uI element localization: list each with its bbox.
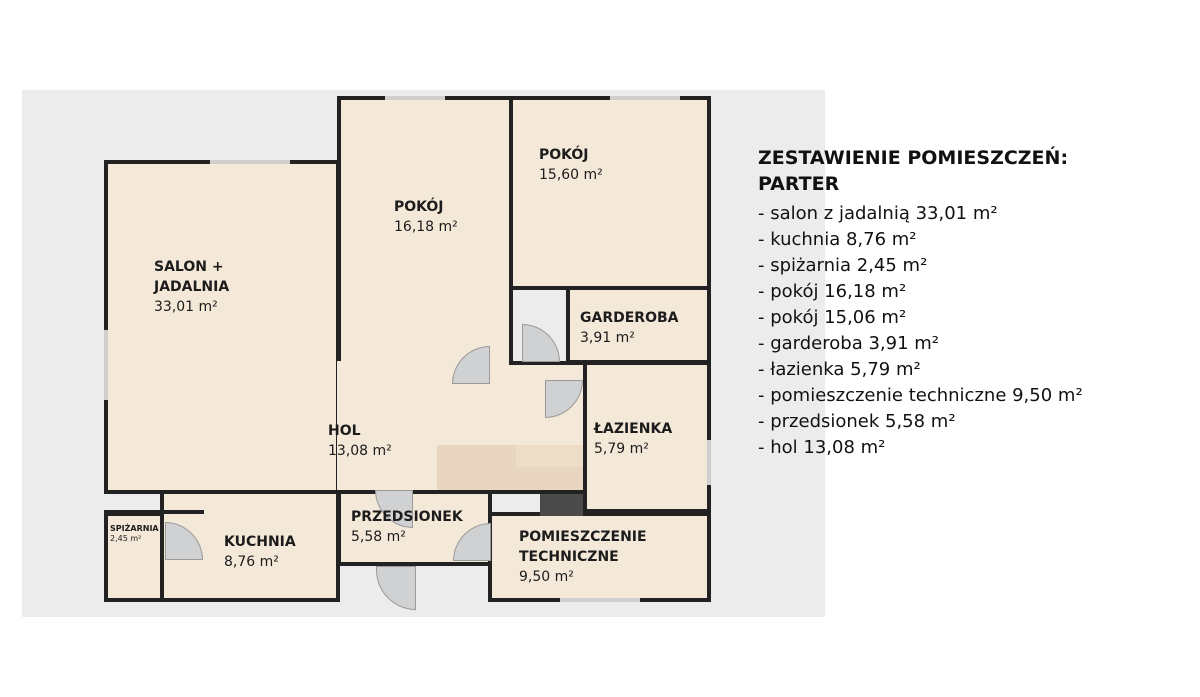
label-garderoba [580,308,678,348]
room-area: 3,91 m² [580,330,635,346]
label-przedsionek [351,507,463,547]
room-name: GARDEROBA [580,310,679,326]
window [210,160,290,164]
list-item: - salon z jadalnią 33,01 m² [758,203,998,224]
label-techniczne [519,527,647,587]
room-name: POMIESZCZENIE TECHNICZNE [519,529,647,565]
window [707,440,711,485]
label-pokoj-2 [539,145,603,185]
list-item: - garderoba 3,91 m² [758,333,940,354]
room-area: 9,50 m² [519,569,574,585]
stairs-upper [516,445,583,467]
room-name: KUCHNIA [224,534,296,550]
room-pokoj-2 [509,96,711,290]
label-salon [154,257,229,317]
room-area: 5,79 m² [594,441,649,457]
list-item: - przedsionek 5,58 m² [758,411,956,432]
list-item: - łazienka 5,79 m² [758,359,921,380]
room-name: POKÓJ [539,147,589,163]
room-name: ŁAZIENKA [594,421,673,437]
hol-wall-bottom [276,490,586,494]
room-pokoj-1 [337,96,513,386]
room-area: 2,45 m² [110,534,142,543]
list-item: - pomieszczenie techniczne 9,50 m² [758,385,1083,406]
list-item: - hol 13,08 m² [758,437,886,458]
label-spizarnia [110,524,159,544]
window [610,96,680,100]
room-area: 16,18 m² [394,219,458,235]
room-area: 13,08 m² [328,443,392,459]
label-pokoj-1 [394,197,458,237]
room-name: POKÓJ [394,199,444,215]
room-name: HOL [328,423,361,439]
room-area: 8,76 m² [224,554,279,570]
list-item: - pokój 16,18 m² [758,281,907,302]
room-salon [104,160,340,494]
summary-title: ZESTAWIENIE POMIESZCZEŃ: PARTER [758,147,1069,195]
window [385,96,445,100]
list-item: - spiżarnia 2,45 m² [758,255,928,276]
room-summary [758,145,1188,461]
list-item: - kuchnia 8,76 m² [758,229,917,250]
list-item: - pokój 15,06 m² [758,307,907,328]
installation-shaft [540,492,583,516]
room-area: 5,58 m² [351,529,406,545]
window [104,330,108,400]
label-lazienka [594,419,672,459]
summary-list [758,201,1188,461]
room-name: PRZEDSIONEK [351,509,463,525]
room-name: SPIŻARNIA [110,524,159,533]
label-kuchnia [224,532,296,572]
hol-wall-left-stub [104,510,204,514]
label-hol [328,421,392,461]
room-name: SALON + JADALNIA [154,259,230,295]
room-area: 33,01 m² [154,299,218,315]
window [560,598,640,602]
room-area: 15,60 m² [539,167,603,183]
